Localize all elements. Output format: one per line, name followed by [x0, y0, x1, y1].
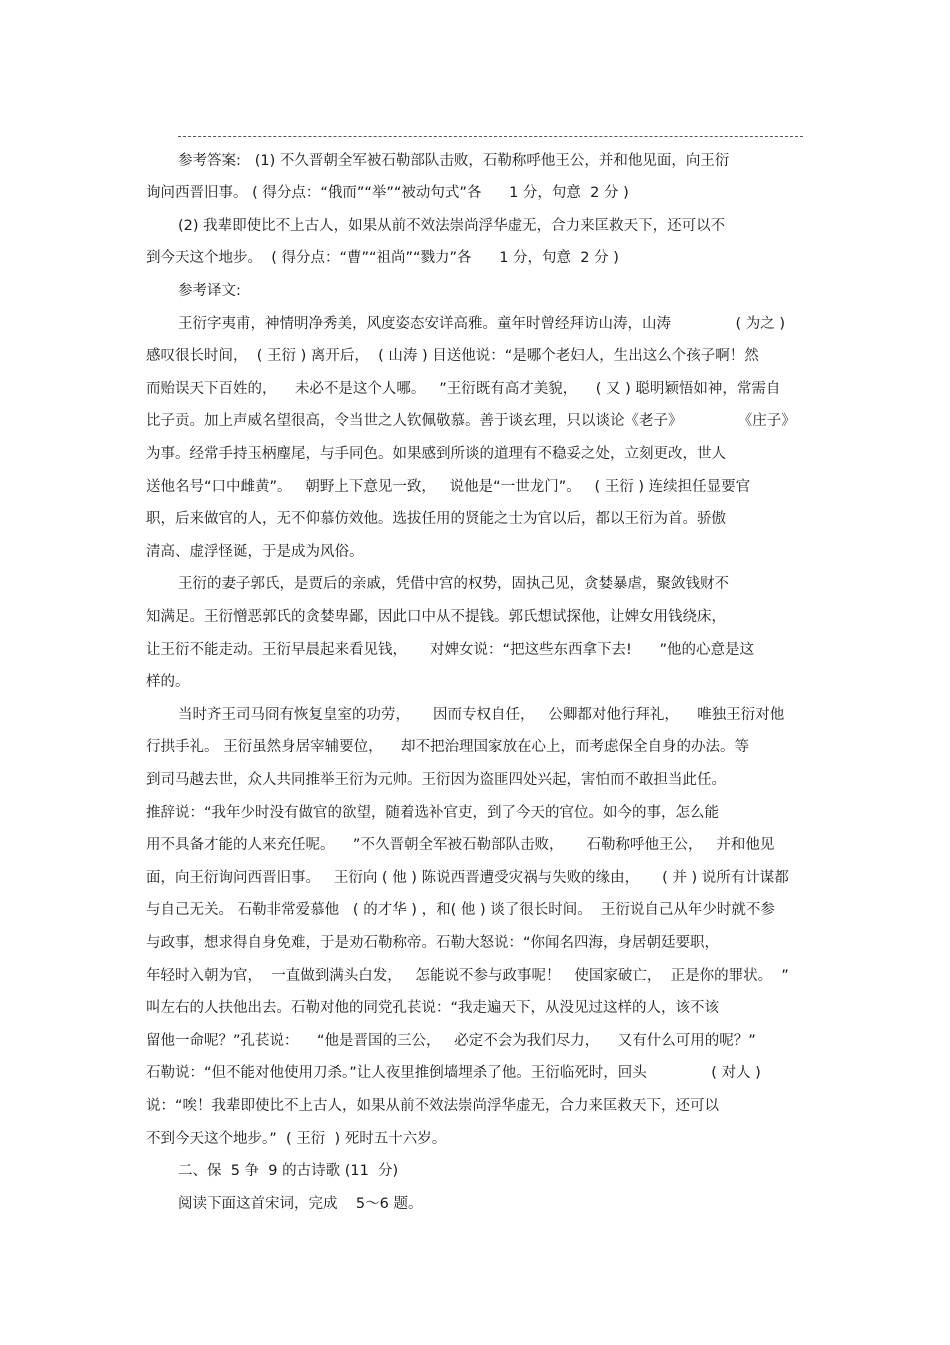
text-line: 样的。	[146, 674, 190, 690]
text-line: 与政事，想求得自身免难，于是劝石勒称帝。石勒大怒说：“你闻名四海，身居朝廷要职，	[146, 935, 720, 951]
text-line: 与自己无关。 石勒非常爱慕他 ( 的才华 ) ，和( 他 ) 谈了很长时间。 王衍说自己从年少时就不参	[146, 902, 775, 918]
text-line: 职，后来做官的人，无不仰慕仿效他。选拔任用的贤能之士为官以后，都以王衍为首。骄傲	[146, 511, 726, 527]
text-line: 王衍的妻子郭氏，是贾后的亲戚，凭借中宫的权势，固执己见，贪婪暴虐，聚敛钱财不	[178, 576, 729, 592]
text-line: 阅读下面这首宋词，完成 5～6 题。	[178, 1196, 423, 1212]
text-line: 面，向王衍询问西晋旧事。 王衍向 ( 他 ) 陈说西晋遭受灾祸与失败的缘由， ( 并 ) 说所有计谋都	[146, 870, 789, 886]
text-line: 留他一命呢？”孔苌说： “他是晋国的三公， 必定不会为我们尽力， 又有什么可用的呢？”	[146, 1033, 756, 1049]
text-line: 送他名号“口中雌黄”。 朝野上下意见一致， 说他是“一世龙门”。 ( 王衍 ) 连续担任显要官	[146, 479, 751, 495]
text-line: 清高、虚浮怪诞，于是成为风俗。	[146, 544, 364, 560]
text-line: 行拱手礼。 王衍虽然身居宰辅要位， 却不把治理国家放在心上，而考虑保全自身的办法。等	[146, 739, 750, 755]
text-line: 到司马越去世，众人共同推举王衍为元帅。王衍因为盗匪四处兴起，害怕而不敢担当此任。	[146, 772, 726, 788]
text-line: 用不具备才能的人来充任呢。 ”不久晋朝全军被石勒部队击败， 石勒称呼他王公， 并和他见	[146, 837, 775, 853]
text-line: 到今天这个地步。 ( 得分点：“曹”“祖尚”“戮力”各 1 分，句意 2 分 )	[146, 250, 619, 266]
text-line: 王衍字夷甫，神情明净秀美，风度姿态安详高雅。童年时曾经拜访山涛，山涛 ( 为之 )	[178, 316, 786, 332]
text-line: (2) 我辈即使比不上古人，如果从前不效法崇尚浮华虚无，合力来匡救天下，还可以不	[178, 218, 726, 234]
text-line: 比子贡。加上声威名望很高，令当世之人钦佩敬慕。善于谈玄理，只以谈论《老子》 《庄子》	[146, 413, 796, 429]
text-line: 而贻误天下百姓的， 未必不是这个人哪。 ”王衍既有高才美貌， ( 又 ) 聪明颖悟如神，常需自	[146, 381, 781, 397]
text-line: 说：“唉！我辈即使比不上古人，如果从前不效法崇尚浮华虚无，合力来匡救天下，还可以	[146, 1098, 720, 1114]
text-line: 不到今天这个地步。” ( 王衍 ) 死时五十六岁。	[146, 1131, 447, 1147]
section-heading: 二、保 5 争 9 的古诗歌 (11 分)	[178, 1163, 399, 1179]
header-dashed-rule	[178, 136, 803, 137]
text-line: 年轻时入朝为官， 一直做到满头白发， 怎能说不参与政事呢！ 使国家破亡， 正是你的罪状。 ”	[146, 968, 789, 984]
text-line: 为事。经常手持玉柄麈尾，与手同色。如果感到所谈的道理有不稳妥之处，立刻更改，世人	[146, 446, 726, 462]
text-line: 叫左右的人扶他出去。石勒对他的同党孔苌说：“我走遍天下，从没见过这样的人，该不该	[146, 1000, 720, 1016]
text-line: 石勒说：“但不能对他使用刀杀。”让人夜里推倒墙埋杀了他。王衍临死时，回头 ( 对人 )	[146, 1065, 761, 1081]
text-line: 感叹很长时间， ( 王衍 ) 离开后， ( 山涛 ) 目送他说：“是哪个老妇人，生出这么个孩子啊！然	[146, 348, 759, 364]
text-line: 询问西晋旧事。 ( 得分点：“俄而”“举”“被动句式”各 1 分，句意 2 分 )	[146, 185, 629, 201]
text-line: 参考译文:	[178, 283, 241, 299]
text-line: 参考答案: (1) 不久晋朝全军被石勒部队击败，石勒称呼他王公，并和他见面，向王衍	[178, 153, 730, 169]
text-line: 当时齐王司马冏有恢复皇室的功劳， 因而专权自任， 公卿都对他行拜礼， 唯独王衍对他	[178, 707, 785, 723]
text-line: 让王衍不能走动。王衍早晨起来看见钱， 对婢女说：“把这些东西拿下去! ”他的心意是这	[146, 642, 755, 658]
text-line: 推辞说：“我年少时没有做官的欲望，随着选补官吏，到了今天的官位。如今的事，怎么能	[146, 805, 720, 821]
text-line: 知满足。王衍憎恶郭氏的贪婪卑鄙，因此口中从不提钱。郭氏想试探他，让婢女用钱绕床，	[146, 609, 726, 625]
